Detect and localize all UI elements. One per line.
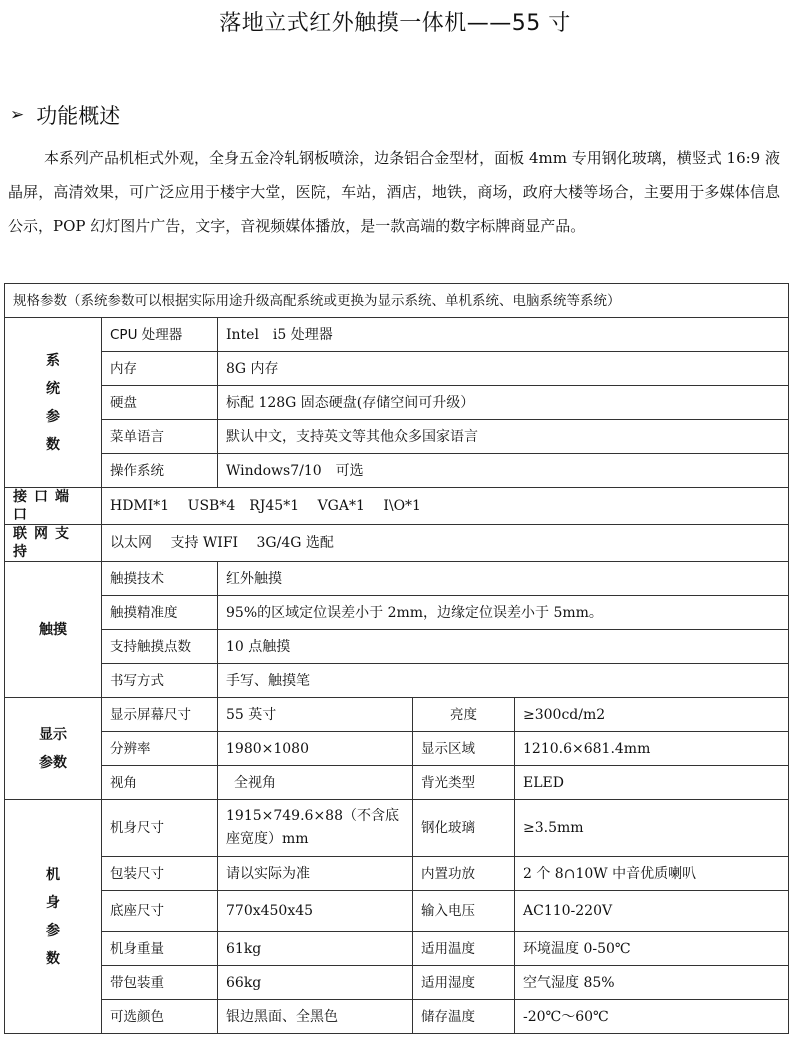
spec-value: 95%的区域定位误差小于 2mm，边缘定位误差小于 5mm。 — [218, 596, 789, 630]
spec-value: ELED — [515, 766, 789, 800]
touch-group-label: 触摸 — [5, 562, 102, 698]
spec-value: 手写、触摸笔 — [218, 664, 789, 698]
spec-header: 规格参数（系统参数可以根据实际用途升级高配系统或更换为显示系统、单机系统、电脑系统等系统） — [5, 284, 789, 318]
spec-label: 菜单语言 — [102, 420, 218, 454]
spec-label: 可选颜色 — [102, 1000, 218, 1034]
spec-value: 10 点触摸 — [218, 630, 789, 664]
spec-value: 1210.6×681.4mm — [515, 732, 789, 766]
spec-value: 61kg — [218, 932, 413, 966]
spec-value: 1915×749.6×88（不含底座宽度）mm — [218, 800, 413, 857]
spec-label: 钢化玻璃 — [413, 800, 515, 857]
spec-value: 默认中文，支持英文等其他众多国家语言 — [218, 420, 789, 454]
spec-label: 机身重量 — [102, 932, 218, 966]
section-heading — [10, 100, 120, 130]
spec-label: 储存温度 — [413, 1000, 515, 1034]
spec-label: 触摸技术 — [102, 562, 218, 596]
spec-label: 输入电压 — [413, 891, 515, 932]
spec-label: 适用湿度 — [413, 966, 515, 1000]
ports-value: HDMI*1 USB*4 RJ45*1 VGA*1 I\O*1 — [102, 488, 789, 525]
spec-value: 环境温度 0-50℃ — [515, 932, 789, 966]
system-group-label: 系 统 参 数 — [5, 318, 102, 488]
spec-value: ≥3.5mm — [515, 800, 789, 857]
spec-value: 2 个 8∩10W 中音优质喇叭 — [515, 857, 789, 891]
spec-label: 视角 — [102, 766, 218, 800]
spec-value: 66kg — [218, 966, 413, 1000]
spec-value: 标配 128G 固态硬盘(存储空间可升级） — [218, 386, 789, 420]
spec-label: CPU 处理器 — [102, 318, 218, 352]
spec-label: 支持触摸点数 — [102, 630, 218, 664]
spec-label: 包装尺寸 — [102, 857, 218, 891]
spec-value: Intel i5 处理器 — [218, 318, 789, 352]
spec-value: 空气湿度 85% — [515, 966, 789, 1000]
spec-value: AC110-220V — [515, 891, 789, 932]
body-group-label: 机 身 参 数 — [5, 800, 102, 1034]
spec-value: 55 英寸 — [218, 698, 413, 732]
spec-label: 显示屏幕尺寸 — [102, 698, 218, 732]
spec-value: ≥300cd/m2 — [515, 698, 789, 732]
spec-label: 内存 — [102, 352, 218, 386]
network-label: 联网支持 — [5, 525, 102, 562]
spec-value: 红外触摸 — [218, 562, 789, 596]
network-value: 以太网 支持 WIFI 3G/4G 选配 — [102, 525, 789, 562]
spec-value: 银边黑面、全黑色 — [218, 1000, 413, 1034]
spec-label: 内置功放 — [413, 857, 515, 891]
spec-value: 770x450x45 — [218, 891, 413, 932]
spec-label: 背光类型 — [413, 766, 515, 800]
ports-label: 接口端口 — [5, 488, 102, 525]
spec-label: 显示区域 — [413, 732, 515, 766]
spec-label: 适用温度 — [413, 932, 515, 966]
spec-label: 底座尺寸 — [102, 891, 218, 932]
spec-label: 书写方式 — [102, 664, 218, 698]
spec-value: 8G 内存 — [218, 352, 789, 386]
display-group-label: 显示 参数 — [5, 698, 102, 800]
spec-label: 触摸精准度 — [102, 596, 218, 630]
spec-value: -20℃～60℃ — [515, 1000, 789, 1034]
spec-label: 硬盘 — [102, 386, 218, 420]
spec-label: 操作系统 — [102, 454, 218, 488]
spec-label: 分辨率 — [102, 732, 218, 766]
arrow-right-icon: ➢ — [10, 105, 25, 125]
spec-table — [4, 283, 789, 1034]
spec-label: 带包装重 — [102, 966, 218, 1000]
spec-value: 请以实际为准 — [218, 857, 413, 891]
spec-value: 1980×1080 — [218, 732, 413, 766]
spec-label: 亮度 — [413, 698, 515, 732]
page-title: 落地立式红外触摸一体机——55 寸 — [219, 11, 571, 36]
spec-value: Windows7/10 可选 — [218, 454, 789, 488]
spec-label: 机身尺寸 — [102, 800, 218, 857]
spec-value: 全视角 — [218, 766, 413, 800]
intro-paragraph: 本系列产品机柜式外观，全身五金冷轧钢板喷涂，边条铝合金型材，面板 4mm 专用钢化玻璃，横竖式 16:9 液晶屏，高清效果，可广泛应用于楼宇大堂，医院，车站，酒店，地铁，商场，政府大楼等场合，主要用于多媒体信息公示，POP 幻灯图片广告，文字，音视频媒体播放，是一款高端的数字标牌商显产品。 — [8, 149, 780, 235]
section-heading-text: 功能概述 — [36, 104, 121, 128]
